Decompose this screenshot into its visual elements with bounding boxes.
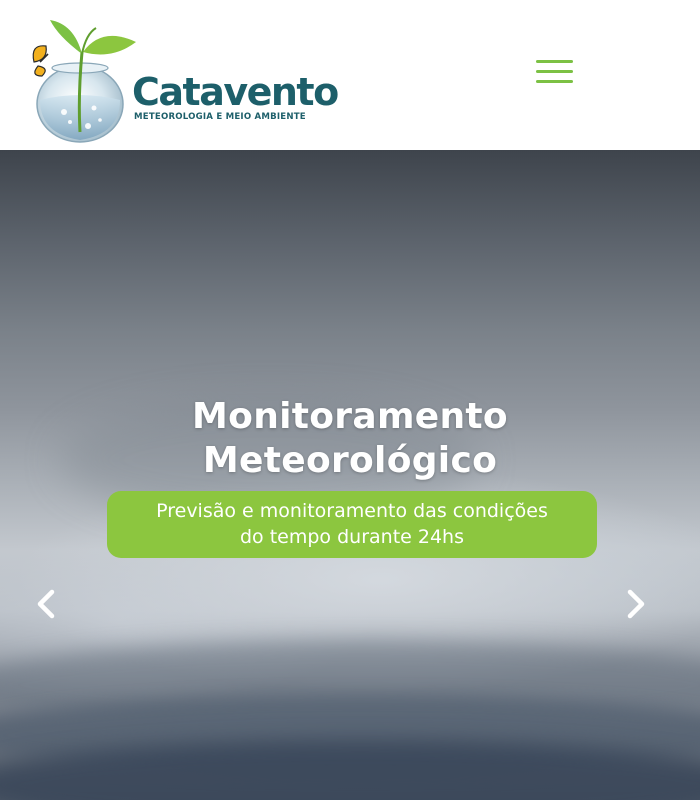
hero-subtitle-pill xyxy=(107,491,597,558)
carousel-prev-button[interactable] xyxy=(28,584,64,624)
menu-bar-icon xyxy=(536,70,573,73)
chevron-left-icon xyxy=(28,584,64,624)
hero-title-line: Monitoramento xyxy=(192,396,508,437)
menu-bar-icon xyxy=(536,80,573,83)
site-header xyxy=(0,0,700,150)
menu-bar-icon xyxy=(536,60,573,63)
site-logo[interactable] xyxy=(28,16,338,144)
hero-carousel xyxy=(0,150,700,800)
hero-subtitle-line: do tempo durante 24hs xyxy=(240,526,464,548)
carousel-next-button[interactable] xyxy=(618,584,654,624)
logo-tagline: METEOROLOGIA E MEIO AMBIENTE xyxy=(134,112,306,122)
hero-subtitle-line: Previsão e monitoramento das condições xyxy=(156,500,548,522)
hero-title xyxy=(0,395,700,483)
logo-name: Catavento xyxy=(132,70,338,114)
hero-title-line: Meteorológico xyxy=(202,440,498,481)
hamburger-menu-button[interactable] xyxy=(526,52,582,92)
logo-fishbowl-plant-icon xyxy=(28,16,143,144)
chevron-right-icon xyxy=(618,584,654,624)
